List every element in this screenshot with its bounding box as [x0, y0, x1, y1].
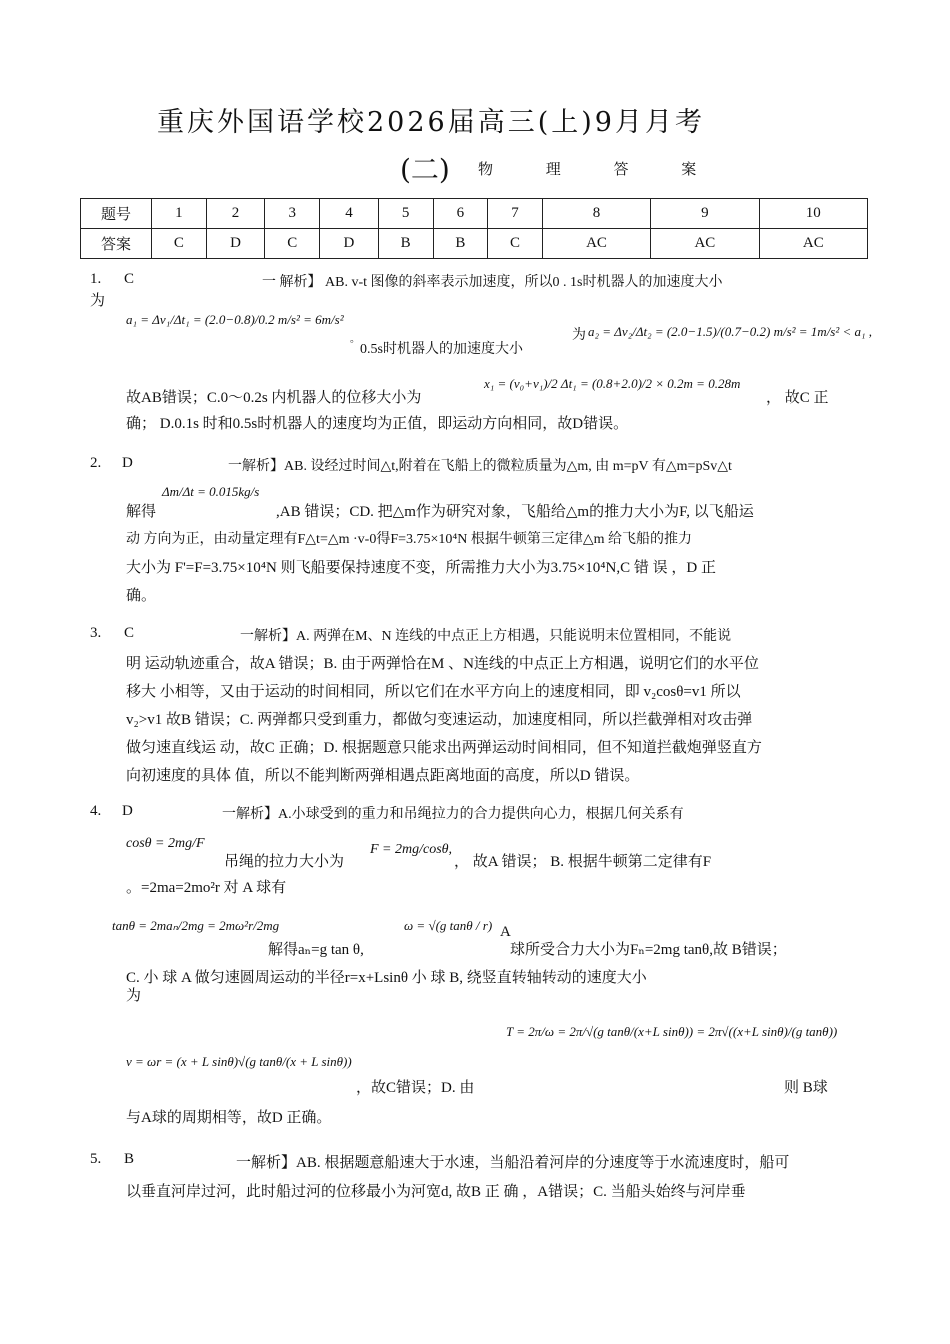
q4-line6a: ，故C错误；D. 由 — [356, 1080, 475, 1096]
table-cell: 9 — [651, 199, 759, 229]
q4-number: 4. — [90, 803, 102, 819]
q2-eq1: Δm/Δt = 0.015kg/s — [162, 484, 260, 499]
q4-line4a: 解得aₙ=g tan θ, — [268, 942, 364, 958]
answer-table-row-answers — [81, 229, 868, 259]
table-header-cell: 题号 — [81, 199, 152, 229]
q2-line5: 确。 — [126, 588, 157, 604]
q4-line2b: ， 故A 错误； B. 根据牛顿第二定律有F — [454, 854, 712, 870]
q1-line2b: 0.5s时机器人的加速度大小 — [360, 342, 523, 357]
table-cell: D — [206, 229, 265, 259]
table-cell: 3 — [265, 199, 320, 229]
table-cell: AC — [759, 229, 867, 259]
q1-eq3: x₁ = (v₀+v₁)/2 Δt₁ = (0.8+2.0)/2 × 0.2m = 0.28m — [484, 376, 741, 391]
q1-answer: C — [124, 271, 135, 287]
q3-line5: 做匀速直线运 动，故C 正确；D. 根据题意只能求出两弹运动时间相同，但不知道拦截炮弹竖直方 — [126, 740, 762, 756]
q1-line1b: 为 — [90, 293, 106, 309]
q1-line2a: 。 — [350, 334, 360, 345]
q3-line6: 向初速度的具体 值，所以不能判断两弹相遇点距离地面的高度，所以D 错误。 — [126, 768, 640, 784]
q4-line6b: 则 B球 — [784, 1080, 828, 1096]
q1-line2c: 为 — [572, 328, 586, 343]
q4-eq-omega: ω = √(g tanθ / r) — [404, 918, 493, 933]
page-subtitle-subject: 物 理 答 案 — [478, 160, 721, 178]
q4-line4c: 球所受合力大小为Fₙ=2mg tanθ,故 B错误； — [510, 942, 787, 958]
table-cell: 8 — [542, 199, 650, 229]
table-header-cell: 答案 — [81, 229, 152, 259]
table-cell: 7 — [488, 199, 543, 229]
table-cell: C — [488, 229, 543, 259]
q5-line1: 一解析】AB. 根据题意船速大于水速，当船沿着河岸的分速度等于水流速度时，船可 — [236, 1155, 790, 1171]
table-cell: 6 — [433, 199, 488, 229]
table-cell: C — [152, 229, 207, 259]
q4-line3: 。=2ma=2mo²r 对 A 球有 — [126, 880, 287, 896]
q1-number: 1. — [90, 271, 102, 287]
q1-eq1: a₁ = Δv₁/Δt₁ = (2.0−0.8)/0.2 m/s² = 6m/s² — [126, 312, 344, 327]
table-cell: 2 — [206, 199, 265, 229]
q4-line7: 与A球的周期相等，故D 正确。 — [126, 1110, 332, 1126]
q5-line2: 以垂直河岸过河，此时船过河的位移最小为河宽d, 故B 正 确 ，A错误；C. 当船头始终与河岸垂 — [126, 1184, 746, 1200]
q2-line2b: ,AB 错误；CD. 把△m作为研究对象，飞船给△m的推力大小为F, 以飞船运 — [276, 504, 754, 520]
table-cell: AC — [542, 229, 650, 259]
q4-line5: C. 小 球 A 做匀速圆周运动的半径r=x+Lsinθ 小 球 B, 绕竖直转轴转动的速度大小 — [126, 970, 647, 986]
table-cell: B — [433, 229, 488, 259]
q2-number: 2. — [90, 455, 102, 471]
table-cell: AC — [651, 229, 759, 259]
q1-line4: 确； D.0.1s 时和0.5s时机器人的速度均为正值，即运动方向相同，故D错误。 — [126, 416, 629, 432]
q2-line4: 大小为 F'=F=3.75×10⁴N 则飞船要保持速度不变，所需推力大小为3.75×10⁴N,C 错 误 ，D 正 — [126, 560, 716, 576]
q3-line3: 移大 小相等，又由于运动的时间相同，所以它们在水平方向上的速度相同，即 v₂cosθ=v1 所以 — [126, 684, 741, 700]
q5-number: 5. — [90, 1151, 102, 1167]
q4-line5b: 为 — [126, 988, 142, 1004]
q3-number: 3. — [90, 625, 102, 641]
q1-line3b: ， 故C 正 — [766, 390, 829, 406]
q4-eq-v: v = ωr = (x + L sinθ)√(g tanθ/(x + L sinθ)) — [126, 1054, 352, 1069]
q3-line4: v₂>v1 故B 错误；C. 两弹都只受到重力，都做匀变速运动，加速度相同，所以拦截弹相对攻击弹 — [126, 712, 753, 728]
q2-line1: 一解析】AB. 设经过时间△t,附着在飞船上的微粒质量为△m, 由 m=pV 有△m=pSv△t — [228, 459, 732, 474]
q2-answer: D — [122, 455, 133, 471]
table-cell: C — [265, 229, 320, 259]
q2-line3: 动 方向为正，由动量定理有F△t=△m ·v-0得F=3.75×10⁴N 根据牛顿第三定律△m 给飞船的推力 — [126, 532, 693, 547]
q1-line1: 一 解析】 AB. v-t 图像的斜率表示加速度，所以0 . 1s时机器人的加速度大小 — [262, 275, 723, 290]
table-cell: 1 — [152, 199, 207, 229]
q5-answer: B — [124, 1151, 135, 1167]
q2-line2a: 解得 — [126, 504, 157, 520]
q4-eq-F: F = 2mg/cosθ, — [370, 842, 453, 857]
q3-answer: C — [124, 625, 135, 641]
q4-line1: 一解析】A.小球受到的重力和吊绳拉力的合力提供向心力，根据几何关系有 — [222, 807, 684, 822]
q3-line2: 明 运动轨迹重合，故A 错误；B. 由于两弹恰在M 、N连线的中点正上方相遇，说明它们的水平位 — [126, 656, 759, 672]
q1-eq2: a₂ = Δv₂/Δt₂ = (2.0−1.5)/(0.7−0.2) m/s² = 1m/s² < a₁ , — [588, 324, 873, 339]
answer-table-row-numbers — [81, 199, 868, 229]
table-cell: 10 — [759, 199, 867, 229]
q1-line3a: 故AB错误；C.0～0.2s 内机器人的位移大小为 — [126, 390, 422, 406]
table-cell: 5 — [378, 199, 433, 229]
answer-table — [80, 198, 868, 259]
table-cell: B — [378, 229, 433, 259]
page-title: 重庆外国语学校2026届高三(上)9月月考 — [157, 107, 705, 138]
q4-eq-T: T = 2π/ω = 2π/√(g tanθ/(x+L sinθ)) = 2π√((x+L sinθ)/(g tanθ)) — [506, 1024, 838, 1039]
q4-eq-cos: cosθ = 2mg/F — [126, 836, 205, 851]
page-subtitle: (二) — [400, 153, 450, 186]
q4-line4b: A — [500, 924, 511, 940]
q4-answer: D — [122, 803, 133, 819]
q4-line2a: 吊绳的拉力大小为 — [224, 854, 345, 870]
table-cell: D — [320, 229, 379, 259]
q3-line1: 一解析】A. 两弹在M、N 连线的中点正上方相遇，只能说明末位置相同，不能说 — [240, 629, 732, 644]
table-cell: 4 — [320, 199, 379, 229]
q4-eq-tan: tanθ = 2maₙ/2mg = 2mω²r/2mg — [112, 918, 280, 933]
